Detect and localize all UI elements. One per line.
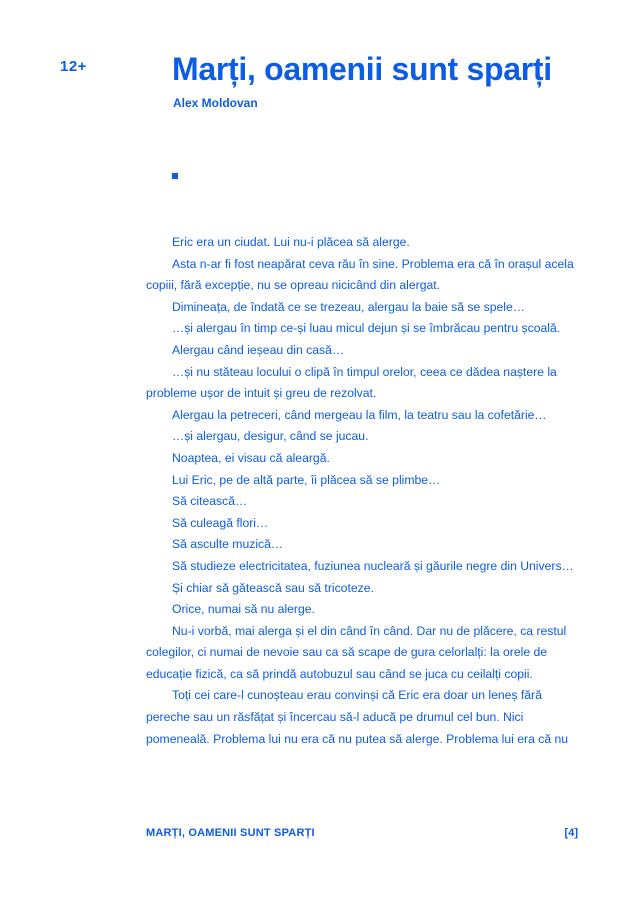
paragraph: …și nu stăteau locului o clipă în timpul orelor, ceea ce dădea naștere la probleme ușor de intuit și greu de rezolvat. (146, 364, 557, 401)
paragraph: Și chiar să gătească sau să tricoteze. (172, 580, 374, 595)
running-title: MARȚI, OAMENII SUNT SPARȚI (146, 827, 315, 839)
paragraph: …și alergau, desigur, când se jucau. (172, 429, 369, 444)
paragraph: Să citească… (172, 494, 248, 509)
paragraph: Să culeagă flori… (172, 515, 269, 530)
paragraph: Să asculte muzică… (172, 537, 284, 552)
paragraph: Toți cei care-l cunoșteau erau convinși că Eric era doar un leneș fără pereche sau un răsfățat și încercau să-l aducă pe drumul cel bun. Nici pomeneală. Problema lui nu era că nu putea să alerge. Problema lui era că nu (146, 688, 569, 746)
section-marker-square (172, 173, 178, 179)
paragraph: Eric era un ciudat. Lui nu-i plăcea să alerge. (172, 235, 410, 249)
paragraph: Lui Eric, pe de altă parte, îi plăcea să se plimbe… (172, 472, 441, 487)
paragraph: Asta n-ar fi fost neapărat ceva rău în sine. Problema era că în orașul acela copiii, fără excepție, nu se opreau nicicând din alergat. (146, 256, 574, 293)
paragraph: Alergau la petreceri, când mergeau la film, la teatru sau la cofetărie… (172, 407, 547, 422)
body-text (146, 232, 578, 750)
book-title: Marți, oamenii sunt sparți (172, 51, 552, 87)
paragraph: Nu-i vorbă, mai alerga și el din când în când. Dar nu de plăcere, ca restul colegilor, ci numai de nevoie sau ca să scape de gura celorlalți: la orele de educație fizică, ca să prindă autobuzul sau când se juca cu ceilalți copii. (146, 623, 567, 681)
author-name: Alex Moldovan (173, 96, 258, 110)
paragraph: Noaptea, ei visau că aleargă. (172, 450, 330, 465)
paragraph: Să studieze electricitatea, fuziunea nucleară și găurile negre din Univers… (172, 558, 574, 573)
age-rating: 12+ (60, 58, 87, 75)
paragraph: Orice, numai să nu alerge. (172, 602, 315, 617)
paragraph: …și alergau în timp ce-și luau micul dejun și se îmbrăcau pentru școală. (172, 321, 561, 336)
paragraph: Alergau când ieșeau din casă… (172, 342, 345, 357)
paragraph: Dimineața, de îndată ce se trezeau, alergau la baie să se spele… (172, 299, 525, 314)
page-number: [4] (564, 827, 578, 839)
